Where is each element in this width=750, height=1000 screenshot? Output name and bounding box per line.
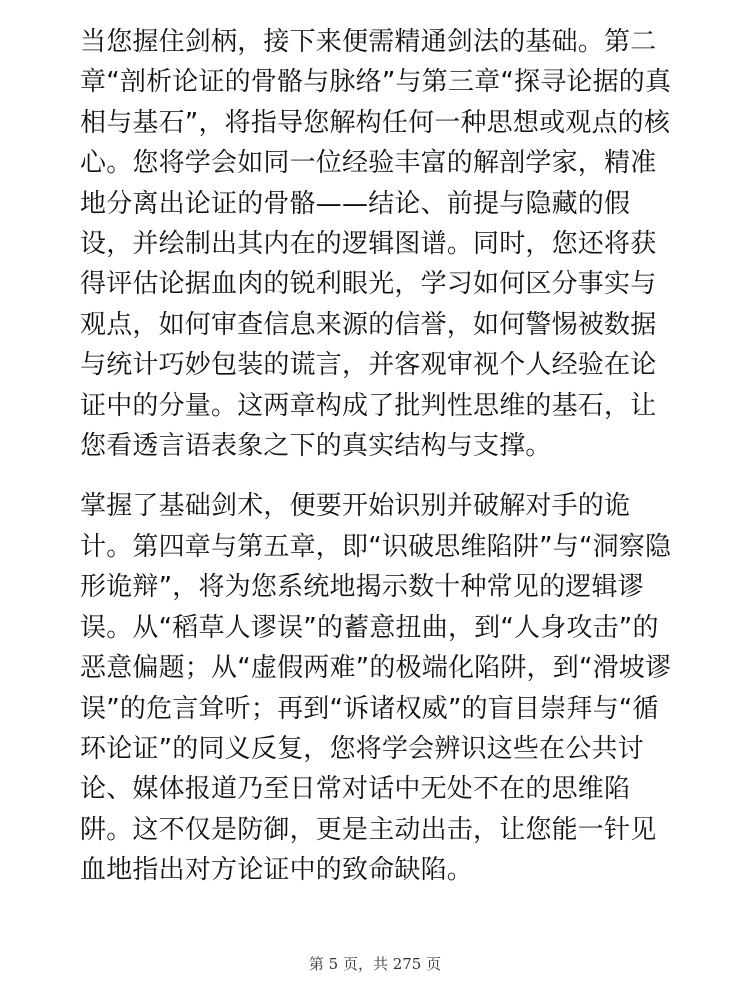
body-paragraph: 掌握了基础剑术，便要开始识别并破解对手的诡计。第四章与第五章，即“识破思维陷阱”与“洞察隐形诡辩”，将为您系统地揭示数十种常见的逻辑谬误。从“稻草人谬误”的蓄意扭曲，到“人身攻击”的恶意偏题；从“虚假两难”的极端化陷阱，到“滑坡谬误”的危言耸听；再到“诉诸权威”的盲目崇拜与“循环论证”的同义反复，您将学会辨识这些在公共讨论、媒体报道乃至日常对话中无处不在的思维陷阱。这不仅是防御，更是主动出击，让您能一针见血地指出对方论证中的致命缺陷。 bbox=[80, 491, 672, 886]
document-body bbox=[80, 22, 680, 891]
page-number-footer: 第 5 页，共 275 页 bbox=[308, 955, 442, 973]
body-paragraph: 当您握住剑柄，接下来便需精通剑法的基础。第二章“剖析论证的骨骼与脉络”与第三章“探寻论据的真相与基石”，将指导您解构任何一种思想或观点的核心。您将学会如同一位经验丰富的解剖学家，精准地分离出论证的骨骼——结论、前提与隐藏的假设，并绘制出其内在的逻辑图谱。同时，您还将获得评估论据血肉的锐利眼光，学习如何区分事实与观点，如何审查信息来源的信誉，如何警惕被数据与统计巧妙包装的谎言，并客观审视个人经验在论证中的分量。这两章构成了批判性思维的基石，让您看透言语表象之下的真实结构与支撑。 bbox=[80, 27, 672, 462]
